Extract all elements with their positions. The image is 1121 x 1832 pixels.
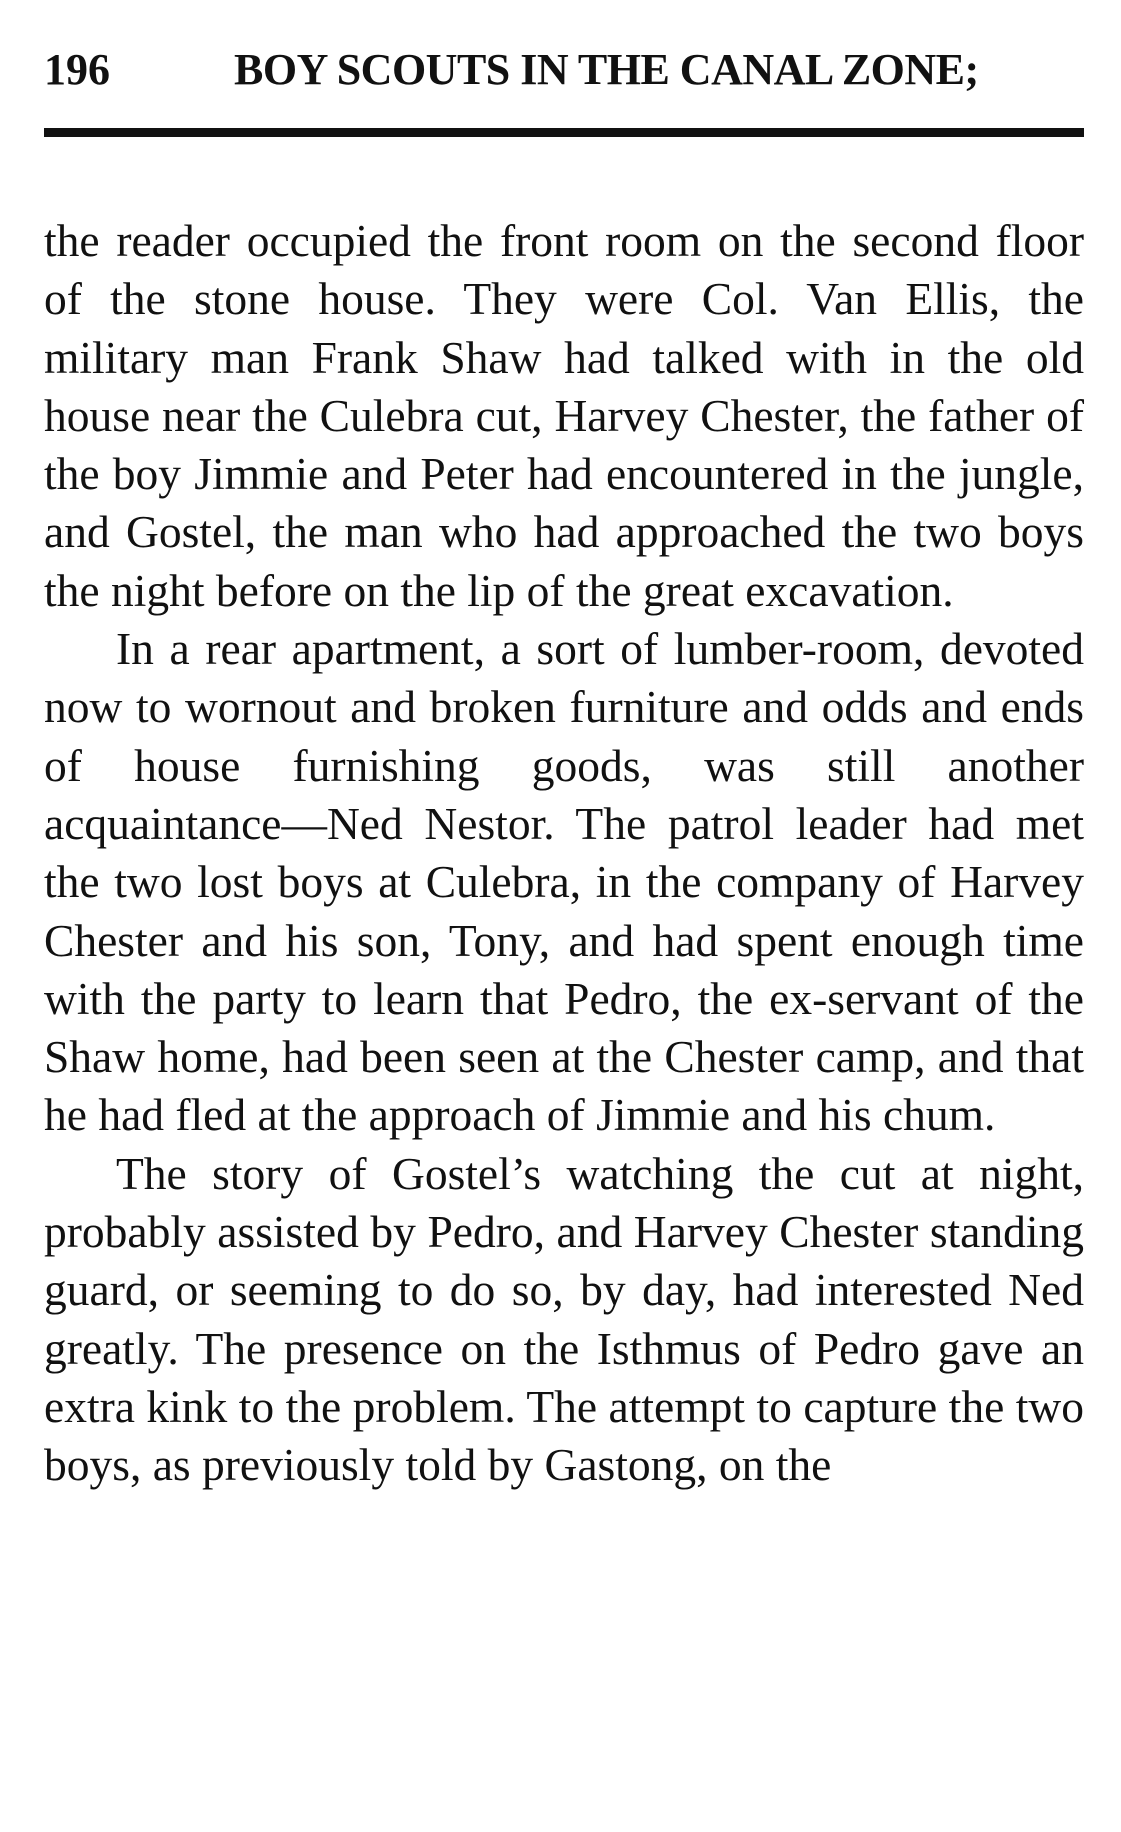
paragraph-2: In a rear apartment, a sort of lumber-room, devoted now to wornout and broken furniture and odds and ends of house furnishing goods, was still another acquaintance—Ned Nestor. The patrol leader had met the two lost boys at Culebra, in the company of Harvey Chester and his son, Tony, and had spent enough time with the party to learn that Pedro, the ex-servant of the Shaw home, had been seen at the Chester camp, and that he had fled at the approach of Jimmie and his chum. [44, 623, 1084, 1141]
page-header [44, 38, 1084, 98]
paragraph-1: the reader occupied the front room on the second floor of the stone house. They were Col. Van Ellis, the military man Frank Shaw had talked with in the old house near the Culebra cut, Harvey Chester, the father of the boy Jimmie and Peter had encountered in the jungle, and Gostel, the man who had approached the two boys the night before on the lip of the great excavation. [44, 215, 1084, 616]
running-head: BOY SCOUTS IN THE CANAL ZONE; [234, 45, 979, 94]
paragraph-3: The story of Gostel’s watching the cut at night, probably assisted by Pedro, and Harvey Chester standing guard, or seeming to do so, by day, had interested Ned greatly. The presence on the Isthmus of Pedro gave an extra kink to the problem. The attempt to capture the two boys, as previously told by Gastong, on the [44, 1147, 1084, 1491]
header-rule [44, 128, 1084, 137]
page-number: 196 [44, 45, 110, 94]
body-text [44, 212, 1084, 1495]
